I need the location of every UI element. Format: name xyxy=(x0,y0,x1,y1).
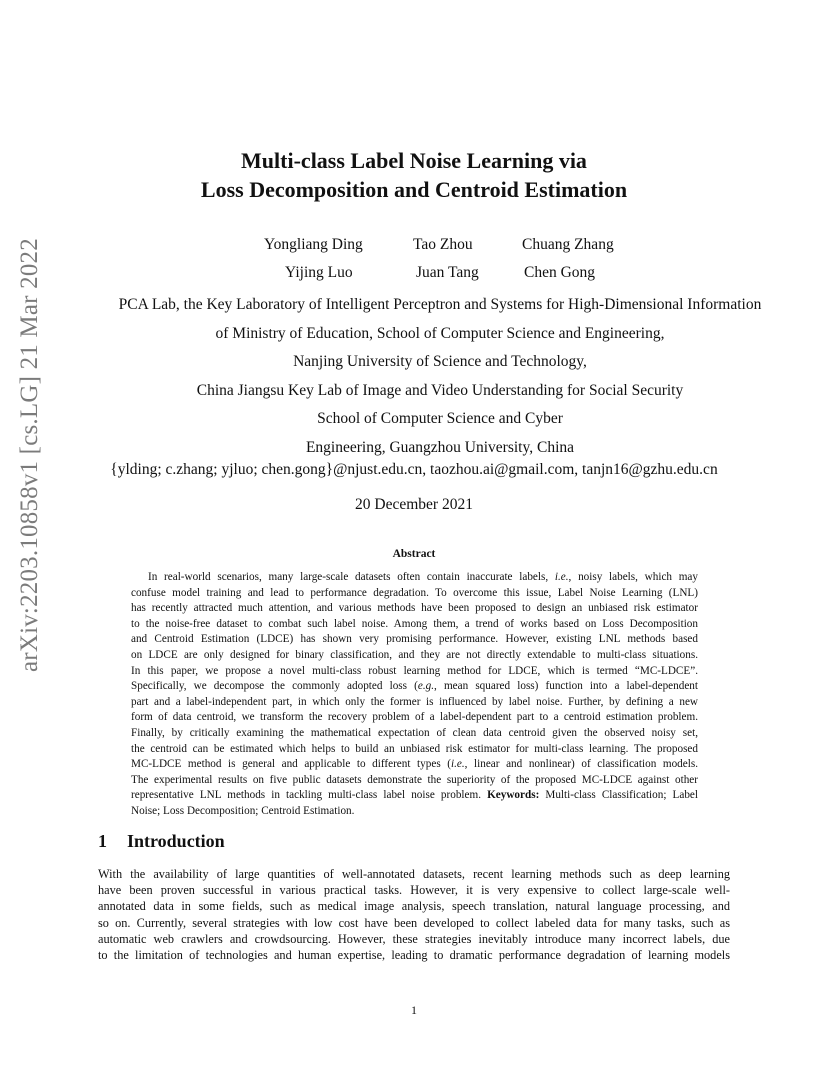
intro-line: With the availability of large quantities of well-annotated datasets, recent learning methods such as deep learning xyxy=(98,867,730,881)
intro-line: to the limitation of technologies and human expertise, leading to dramatic performance degradation of learning models xyxy=(98,948,730,963)
intro-line: annotated data in some fields, such as medical image analysis, speech translation, natural language processing, and xyxy=(98,899,730,914)
intro-line: automatic web crawlers and crowdsourcing. However, these strategies inevitably introduce many incorrect labels, due xyxy=(98,931,730,946)
abstract-line: has recently attracted much attention, and various methods have been proposed to design an unbiased risk estimator xyxy=(131,602,698,615)
paper-title xyxy=(100,146,728,204)
author-name: Chen Gong xyxy=(524,264,596,281)
abstract-line: The experimental results on five public datasets demonstrate the superiority of the proposed MC-LDCE against other xyxy=(131,773,698,786)
section-title: Introduction xyxy=(127,831,225,851)
introduction-body xyxy=(98,866,730,963)
title-line-1: Multi-class Label Noise Learning via xyxy=(241,148,587,173)
affiliation-line: of Ministry of Education, School of Computer Science and Engineering, xyxy=(215,324,665,342)
abstract-line: MC-LDCE method is general and applicable to different types (i.e., linear and nonlinear) of classification models. xyxy=(131,758,698,771)
affiliation-line: Nanjing University of Science and Technology, xyxy=(293,353,587,370)
keywords-label: Keywords: xyxy=(487,789,540,802)
abstract-line: the centroid can be estimated which helps to build an unbiased risk estimator for multi-class learning. The proposed xyxy=(131,742,698,755)
author-name: Yijing Luo xyxy=(285,264,353,281)
affiliation-line: PCA Lab, the Key Laboratory of Intelligent Perceptron and Systems for High-Dimensional Information xyxy=(118,296,762,313)
abstract-line: to the noise-free dataset to combat such label noise. Among them, a trend of works based on Loss Decomposition xyxy=(131,617,698,630)
abstract-line: In this paper, we propose a novel multi-class robust learning method for LDCE, which is termed “MC-LDCE”. xyxy=(131,664,698,677)
affiliation-block xyxy=(50,291,828,462)
abstract-line: In real-world scenarios, many large-scale datasets often contain inaccurate labels, i.e., noisy labels, which may xyxy=(148,571,698,583)
affiliation-line: School of Computer Science and Cyber xyxy=(317,410,563,427)
arxiv-identifier-stamp: arXiv:2203.10858v1 [cs.LG] 21 Mar 2022 xyxy=(16,238,43,672)
abstract-line-keywords xyxy=(131,788,698,804)
page-number: 1 xyxy=(411,1003,417,1017)
affiliation-line: Engineering, Guangzhou University, China xyxy=(305,438,575,456)
author-name: Tao Zhou xyxy=(413,236,473,253)
author-name: Juan Tang xyxy=(416,264,479,281)
abstract-heading: Abstract xyxy=(392,548,436,560)
author-emails: {ylding; c.zhang; yjluo; chen.gong}@njust.edu.cn, taozhou.ai@gmail.com, tanjn16@gzhu.edu.cn xyxy=(110,461,718,478)
paper-date: 20 December 2021 xyxy=(355,496,473,513)
abstract-line: Finally, by critically examining the mathematical expectation of clean data centroid given the observed noisy set, xyxy=(131,726,698,739)
abstract-line: confuse model training and lead to performance degradation. To overcome this issue, Label Noise Learning (LNL) xyxy=(131,586,698,599)
abstract-line-text: representative LNL methods in tackling multi-class label noise problem. xyxy=(131,789,481,802)
section-number: 1 xyxy=(98,831,107,851)
abstract-line: on LDCE are only designed for binary classification, and they are not directly extendable to multi-class situations. xyxy=(131,648,698,661)
abstract-line: part and a label-independent part, in which only the former is influenced by label noise. Further, by defining a new xyxy=(131,695,698,708)
author-name: Chuang Zhang xyxy=(522,236,614,253)
keywords-text: Multi-class Classification; Label xyxy=(545,789,699,802)
intro-line: have been proven successful in various practical tasks. However, it is very expensive to collect large-scale well- xyxy=(98,883,730,898)
title-line-2: Loss Decomposition and Centroid Estimation xyxy=(200,177,628,202)
abstract-line: Specifically, we decompose the commonly adopted loss (e.g., mean squared loss) function into a label-dependent xyxy=(131,680,698,693)
affiliation-line: China Jiangsu Key Lab of Image and Video Understanding for Social Security xyxy=(196,381,684,399)
section-heading-introduction xyxy=(98,831,225,852)
author-name: Yongliang Ding xyxy=(264,236,363,253)
abstract-line: Noise; Loss Decomposition; Centroid Estimation. xyxy=(131,804,355,817)
abstract-line: form of data centroid, we transform the recovery problem of a label-dependent part to a centroid estimation problem. xyxy=(131,711,698,724)
abstract-body xyxy=(131,570,698,820)
intro-line: so on. Currently, several strategies with low cost have been developed to collect labeled data for many tasks, such as xyxy=(98,915,730,930)
abstract-line: and Centroid Estimation (LDCE) has shown very promising performance. However, existing LNL methods based xyxy=(131,633,698,646)
